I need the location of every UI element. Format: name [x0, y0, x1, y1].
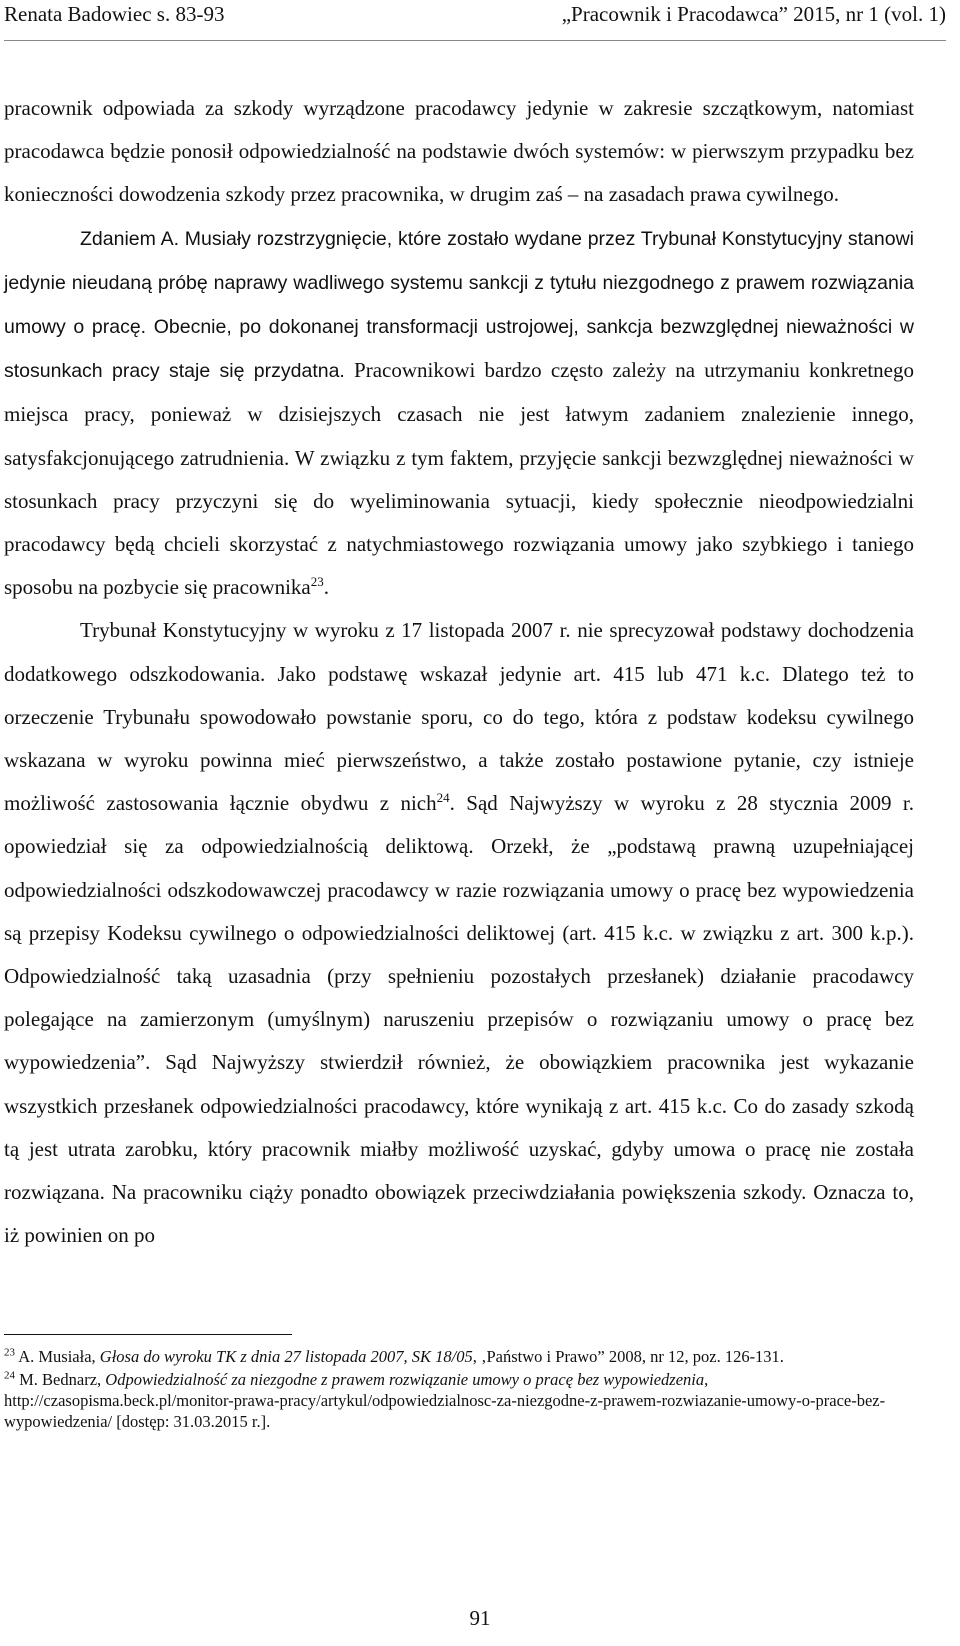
- footnote-23: [4, 1346, 914, 1367]
- paragraph-2-serif-part: Pracownikowi bardzo często zależy na utrzymaniu konkretnego miejsca pracy, ponieważ w dzisiejszych czasach nie jest łatwym zadaniem znalezienie innego, satysfakcjonującego zatrudnienia. W związku z tym faktem, przyjęcie sankcji bezwzględnej nieważności w stosunkach pracy przyczyni się do wyeliminowania sytuacji, kiedy społecznie nieodpowiedzialni pracodawcy będą chcieli skorzystać z natychmiastowego rozwiązania umowy jako szybkiego i taniego sposobu na pozbycie się pracownika: [4, 358, 915, 600]
- paragraph-2: [4, 217, 914, 610]
- footnote-number: 23: [4, 1346, 15, 1359]
- paragraph-1: pracownik odpowiada za szkody wyrządzone pracodawcy jedynie w zakresie szczątkowym, natomiast pracodawca będzie ponosił odpowiedzialność na podstawie dwóch systemów: w pierwszym przypadku bez konieczności dowodzenia szkody przez pracownika, w drugim zaś – na zasadach prawa cywilnego.: [4, 96, 914, 207]
- footnote-separator: [4, 1334, 292, 1335]
- footnote-ref-24[interactable]: 24: [436, 790, 450, 806]
- footnote-number: 24: [4, 1369, 15, 1382]
- header-journal-title: „Pracownik i Pracodawca” 2015, nr 1 (vol. 1): [561, 2, 946, 26]
- paragraph-3: [4, 609, 914, 1257]
- paragraph-3-part-a: Trybunał Konstytucyjny w wyroku z 17 listopada 2007 r. nie sprecyzował podstawy dochodzenia dodatkowego odszkodowania. Jako podstawę wskazał jedynie art. 415 lub 471 k.c. Dlatego też to orzeczenie Trybunału spowodowało powstanie sporu, co do tego, która z podstaw kodeksu cywilnego wskazana w wyroku powinna mieć pierwszeństwo, a także zostało postawione pytanie, czy istnieje możliwość zastosowania łącznie obydwu z nich: [4, 618, 914, 816]
- footnote-source-link[interactable]: , http://czasopisma.beck.pl/monitor-prawa-pracy/artykul/odpowiedzialnosc-za-niezgodne-z-prawem-rozwiazanie-umowy-o-prace-bez-wypowiedzenia/ [dostęp: 31.03.2015 r.].: [4, 1370, 886, 1431]
- footnote-title: Odpowiedzialność za niezgodne z prawem rozwiązanie umowy o pracę bez wypowiedzenia: [105, 1370, 705, 1389]
- paragraph-2-end: .: [323, 575, 329, 600]
- paragraph-2-sans-part: Zdaniem A. Musiały rozstrzygnięcie, które zostało wydane przez Trybunał Konstytucyjny stanowi jedynie nieudaną próbę naprawy wadliwego systemu sankcji z tytułu niezgodnego z prawem rozwiązania umowy o pracę. Obecnie, po dokonanej transformacji ustrojowej, sankcja bezwzględnej nieważności w stosunkach pracy staje się przydatna.: [4, 227, 914, 383]
- footnote-title: Głosa do wyroku TK z dnia 27 listopada 2007, SK 18/05: [99, 1347, 473, 1366]
- header-author-pages: Renata Badowiec s. 83-93: [4, 2, 225, 26]
- footnote-source: , ‚Państwo i Prawo” 2008, nr 12, poz. 126-131.: [472, 1347, 784, 1366]
- running-header: [4, 0, 946, 41]
- footnote-author: A. Musiała,: [15, 1347, 100, 1366]
- footnote-author: M. Bednarz,: [15, 1370, 106, 1389]
- paragraph-3-part-b: . Sąd Najwyższy w wyroku z 28 stycznia 2009 r. opowiedział się za odpowiedzialnością deliktową. Orzekł, że „podstawą prawną uzupełniającej odpowiedzialności odszkodowawczej pracodawcy w razie rozwiązania umowy o pracę bez wypowiedzenia są przepisy Kodeksu cywilnego o odpowiedzialności deliktowej (art. 415 k.c. w związku z art. 300 k.p.). Odpowiedzialność taką uzasadnia (przy spełnieniu pozostałych przesłanek) działanie pracodawcy polegające na zamierzonym (umyślnym) naruszeniu przepisów o rozwiązaniu umowy o pracę bez wypowiedzenia”. Sąd Najwyższy stwierdził również, że obowiązkiem pracownika jest wykazanie wszystkich przesłanek odpowiedzialności pracodawcy, które wynikają z art. 415 k.c. Co do zasady szkodą tą jest utrata zarobku, który pracownik miałby możliwość uzyskać, gdyby umowa o pracę nie została rozwiązana. Na pracowniku ciąży ponadto obowiązek przeciwdziałania powiększenia szkody. Oznacza to, iż powinien on po: [4, 791, 914, 1248]
- footnote-ref-23[interactable]: 23: [310, 574, 324, 590]
- footnote-24: [4, 1369, 914, 1432]
- footnotes: [4, 1346, 914, 1434]
- main-text: [4, 87, 914, 1257]
- page-number: 91: [469, 1606, 491, 1630]
